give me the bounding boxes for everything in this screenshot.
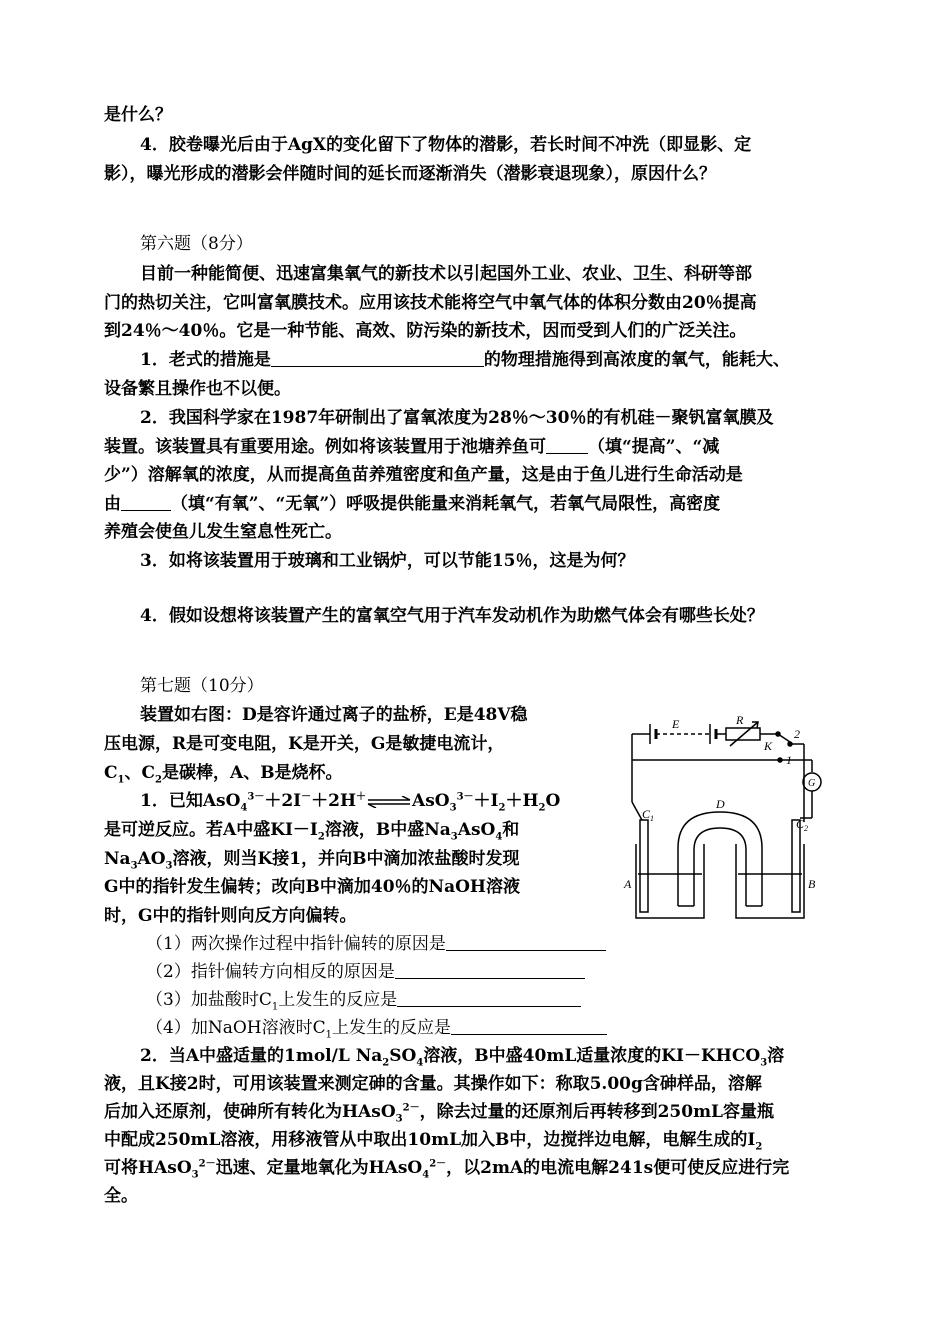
label-e: E — [672, 717, 680, 731]
q7-item-2-line-3 — [104, 1101, 774, 1123]
m5sup: 2－ — [198, 1158, 216, 1170]
q7-intro-line-3 — [104, 762, 343, 784]
m1s2: 4 — [416, 1057, 424, 1069]
q7-sub-4-text-b: 上发生的反应是 — [331, 1018, 451, 1038]
eq-d-sup: 3－ — [456, 791, 474, 803]
m5s: 3 — [191, 1169, 199, 1181]
q6-item-2-blank-1[interactable] — [546, 437, 588, 454]
label-2: 2 — [794, 727, 800, 741]
label-c2-text: C — [796, 817, 805, 831]
label-1: 1 — [786, 753, 792, 767]
label-c1-sub: 1 — [650, 814, 655, 823]
l3c: 溶液，则当K接1，并向B中滴加浓盐酸时发现 — [172, 849, 520, 869]
q7-item-2-line-6: 全。 — [104, 1186, 138, 1206]
q7-item-1-line-3 — [104, 848, 519, 870]
q6-intro-line-2: 门的热切关注，它叫富氧膜技术。应用该技术能将空气中氧气体的体积分数由20％提高 — [104, 293, 757, 313]
q7-sub-3 — [146, 989, 581, 1011]
equilibrium-arrow-icon — [366, 796, 412, 808]
q7-item-2-line-1 — [140, 1045, 784, 1067]
q5-item-4-line-1: 4．胶卷曝光后由于AgX的变化留下了物体的潜影，若长时间不冲洗（即显影、定 — [140, 135, 752, 155]
q7-item-2-line-4 — [104, 1129, 762, 1151]
q7-sub-2-blank[interactable] — [395, 962, 585, 979]
label-c2-sub: 2 — [804, 824, 809, 833]
q6-item-2-text-b: 装置。该装置具有重要用途。例如将该装置用于池塘养鱼可 — [104, 437, 546, 457]
label-c2 — [796, 817, 808, 833]
eq-a-sup: 3－ — [247, 791, 265, 803]
q6-item-4: 4．假如设想将该装置产生的富氧空气用于汽车发动机作为助燃气体会有哪些长处？ — [140, 606, 764, 626]
eq-part-b: ＋2I — [264, 791, 302, 811]
label-c1-text: C — [642, 807, 651, 821]
q6-item-2-text-e: 由 — [104, 494, 121, 514]
eq-c-sup: ＋ — [356, 791, 367, 803]
switch-pivot — [776, 732, 780, 736]
q7-intro-text: 是碳棒，A、B是烧杯。 — [162, 763, 343, 783]
l2d: 和 — [502, 820, 520, 840]
q6-intro-line-3: 到24％～40％。它是一种节能、高效、防污染的新技术，因而受到人们的广泛关注。 — [104, 321, 747, 341]
q7-intro-line-1: 装置如右图：D是容许通过离子的盐桥，E是48V稳 — [140, 705, 528, 725]
m5c: ，以2mA的电流电解241s便可使反应进行完 — [446, 1158, 790, 1178]
salt-bridge-inner — [694, 828, 746, 906]
q7-item-1-line-4: G中的指针发生偏转；改向B中滴加40％的NaOH溶液 — [104, 877, 520, 897]
q7-item-1-line-2 — [104, 819, 519, 841]
m5b: 迅速、定量地氧化为HAsO — [215, 1158, 423, 1178]
q7-sub-3-sub: 1 — [271, 1001, 279, 1013]
eq-part-d: AsO — [412, 791, 450, 811]
q7-sub-4-sub: 1 — [325, 1029, 332, 1041]
eq-b-sup: － — [301, 791, 312, 803]
q6-item-2-line-5: 养殖会使鱼儿发生窒息性死亡。 — [104, 522, 342, 542]
q7-c-label: C — [104, 763, 118, 783]
wire-to-c1 — [632, 802, 642, 820]
q7-sub-4-text-a: （4）加NaOH溶液时C — [146, 1018, 326, 1038]
q7-sub-2-text: （2）指针偏转方向相反的原因是 — [146, 962, 395, 982]
eq-part-c: ＋2H — [311, 791, 357, 811]
m3b: ，除去过量的还原剂后再转移到250mL容量瓶 — [419, 1102, 775, 1122]
q7-heading: 第七题（10分） — [140, 676, 264, 696]
eq-part-g: O — [545, 791, 561, 811]
m1s3: 3 — [760, 1057, 768, 1069]
q6-item-1-blank[interactable] — [271, 350, 484, 367]
m4a: 中配成250mL溶液，用移液管从中取出10mL加入B中，边搅拌边电解，电解生成的I — [104, 1130, 756, 1150]
l3a: Na — [104, 849, 131, 869]
electrode-c2 — [792, 820, 800, 912]
l3b: AO — [137, 849, 166, 869]
q7-sub-3-text-a: （3）加盐酸时C — [146, 990, 272, 1010]
eq-f-sub: 2 — [538, 802, 546, 814]
q7-sub-2 — [146, 961, 585, 983]
m3sup: 2－ — [402, 1102, 420, 1114]
q7-item-2-line-2: 液，且K接2时，可用该装置来测定砷的含量。其操作如下：称取5.00g含砷样品，溶解 — [104, 1074, 762, 1094]
electrode-c1 — [640, 820, 648, 912]
l2a: 是可逆反应。若A中盛KI－I — [104, 820, 318, 840]
q7-item-1-line-5: 时，G中的指针则向反方向偏转。 — [104, 906, 357, 926]
label-b: B — [808, 877, 816, 891]
q6-item-3: 3．如将该装置用于玻璃和工业锅炉，可以节能15％，这是为何？ — [140, 551, 635, 571]
q6-item-1-text-a: 1．老式的措施是 — [140, 350, 271, 370]
q6-item-2-text-f: （填“有氧”、“无氧”）呼吸提供能量来消耗氧气，若氧气局限性，高密度 — [171, 494, 721, 514]
q7-equation-line — [140, 790, 560, 812]
q7-c2-label: 、C — [124, 763, 156, 783]
eq-e-sub: 2 — [498, 802, 506, 814]
label-k: K — [764, 739, 773, 753]
m5sup2: 2－ — [429, 1158, 447, 1170]
q6-item-2-line-4 — [104, 493, 720, 515]
q7-item-2-line-5 — [104, 1157, 789, 1179]
l2s: 2 — [317, 831, 325, 843]
q6-intro-line-1: 目前一种能简便、迅速富集氧气的新技术以引起国外工业、农业、卫生、科研等部 — [140, 264, 752, 284]
label-a: A — [624, 877, 632, 891]
l3s: 3 — [130, 860, 138, 872]
eq-part-a: 1．已知AsO — [140, 791, 241, 811]
q6-item-2-line-1: 2．我国科学家在1987年研制出了富氧浓度为28％～30％的有机硅－聚钒富氧膜及 — [140, 408, 774, 428]
eq-part-e: ＋I — [473, 791, 499, 811]
eq-part-f: ＋H — [505, 791, 539, 811]
label-c1 — [642, 807, 654, 823]
m1d: 溶 — [767, 1046, 785, 1066]
q6-item-2-line-3: 少”）溶解氧的浓度，从而提高鱼苗养殖密度和鱼产量，这是由于鱼儿进行生命活动是 — [104, 465, 743, 485]
l2s3: 4 — [495, 831, 503, 843]
label-d: D — [716, 797, 725, 811]
q7-sub-4 — [146, 1017, 607, 1039]
l2c: AsO — [457, 820, 496, 840]
l2b: 溶液，B中盛Na — [324, 820, 451, 840]
m3s: 3 — [395, 1113, 403, 1125]
q7-sub-1-blank[interactable] — [446, 934, 606, 951]
resistor-arrow — [730, 722, 758, 746]
q6-item-2-line-2 — [104, 436, 719, 458]
m3a: 后加入还原剂，使砷所有转化为HAsO — [104, 1102, 396, 1122]
m1a: 2．当A中盛适量的1mol/L Na — [140, 1046, 383, 1066]
q7-intro-line-2: 压电源，R是可变电阻，K是开关，G是敏捷电流计， — [104, 734, 505, 754]
q6-heading: 第六题（8分） — [140, 234, 253, 254]
m1s: 2 — [382, 1057, 390, 1069]
q5-item-4-line-2: 影），曝光形成的潜影会伴随时间的延长而逐渐消失（潜影衰退现象），原因什么？ — [104, 164, 716, 184]
q6-item-1-line-2: 设备繁且操作也不以便。 — [104, 379, 291, 399]
q7-c1-sub: 1 — [117, 774, 125, 786]
q6-item-1-text-b: 的物理措施得到高浓度的氧气，能耗大、 — [483, 350, 790, 370]
q7-sub-1-text: （1）两次操作过程中指针偏转的原因是 — [146, 934, 446, 954]
electrolysis-apparatus-diagram — [620, 710, 840, 930]
l3s2: 3 — [165, 860, 173, 872]
q6-item-2-blank-2[interactable] — [121, 494, 171, 511]
q7-c2-sub: 2 — [155, 774, 162, 786]
m5a: 可将HAsO — [104, 1158, 192, 1178]
q6-item-1-line — [140, 349, 790, 371]
salt-bridge-outer — [678, 812, 762, 906]
label-r: R — [736, 713, 744, 727]
m1b: SO — [389, 1046, 417, 1066]
eq-a-sub: 4 — [240, 802, 248, 814]
q7-sub-3-blank[interactable] — [397, 990, 581, 1007]
q7-sub-4-blank[interactable] — [451, 1018, 607, 1035]
q7-sub-1 — [146, 933, 606, 955]
m5s2: 4 — [422, 1169, 430, 1181]
q5-line-0: 是什么？ — [104, 105, 172, 125]
l2s2: 3 — [450, 831, 458, 843]
q7-sub-3-text-b: 上发生的反应是 — [278, 990, 398, 1010]
label-g: G — [808, 778, 816, 789]
eq-d-sub: 3 — [449, 802, 457, 814]
m1c: 溶液，B中盛40mL适量浓度的KI－KHCO — [423, 1046, 761, 1066]
q6-item-2-text-c: （填“提高”、“减 — [588, 437, 720, 457]
m4s: 2 — [755, 1141, 763, 1153]
